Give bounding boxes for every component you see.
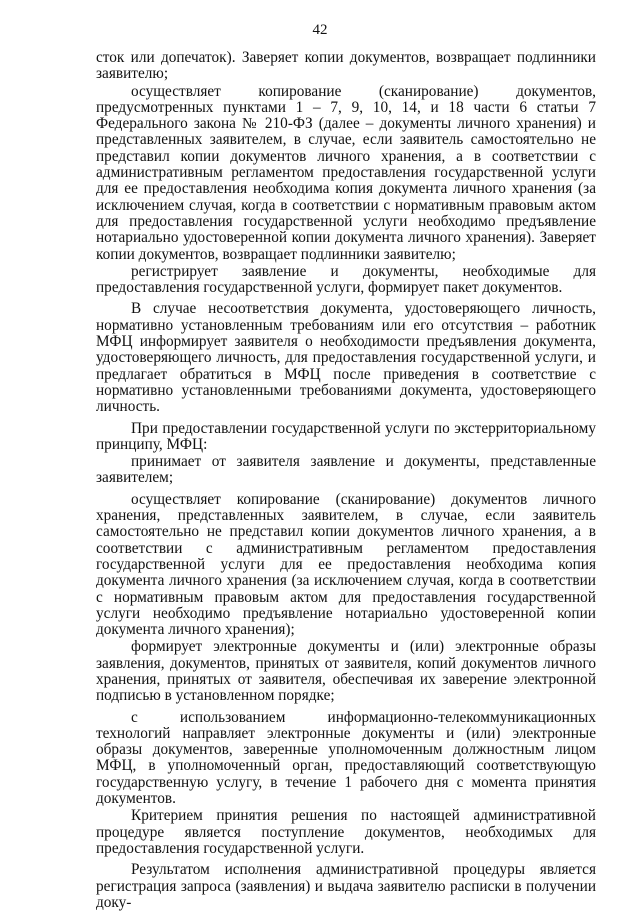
paragraph: В случае несоответствия документа, удостоверяющего личность, нормативно установленным требованиям или его отсутствия – работник МФЦ информирует заявителя о необходимости предъявления документа, удостоверяющего личность, для предоставления государственной услуги, и предлагает обратиться в МФЦ после приведения в соответствие с нормативно установленными требованиями документа, удостоверяющего личность. — [96, 300, 596, 416]
paragraph: формирует электронные документы и (или) электронные образы заявления, документов, принятых от заявителя, копий документов личного хранения, принятых от заявителя, обеспечивая их заверение электронной подписью в установленном порядке; — [96, 638, 596, 705]
page-number: 42 — [312, 22, 328, 38]
paragraph: Результатом исполнения административной процедуры является регистрация запроса (заявления) и выдача заявителю расписки в получении доку- — [96, 861, 596, 911]
paragraph: сток или допечаток). Заверяет копии документов, возвращает подлинники заявителю; — [96, 49, 596, 83]
paragraph: регистрирует заявление и документы, необходимые для предоставления государственной услуги, формирует пакет документов. — [96, 262, 596, 297]
paragraph: осуществляет копирование (сканирование) документов личного хранения, представленных заявителем, в случае, если заявитель самостоятельно не представил копии документов личного хранения, а в соответствии с административным регламентом предоставления государственной услуги для ее предоставления необходима копия документа личного хранения (за исключением случая, когда в соответствии с нормативным правовым актом для предоставления государственной услуги необходимо предъявление нотариально удостоверенной копии документа личного хранения); — [96, 490, 596, 639]
paragraph: осуществляет копирование (сканирование) документов, предусмотренных пунктами 1 – 7, 9, 10, 14, и 18 части 6 статьи 7 Федерального закона № 210-ФЗ (далее – документы личного хранения) и представленных заявителем, в случае, если заявитель самостоятельно не представил копии документов личного хранения, а в соответствии с административным регламентом предоставления государственной услуги для ее предоставления необходима копия документа личного хранения (за исключением случая, когда в соответствии с нормативным правовым актом для предоставления государственной услуги необходимо предъявление нотариально удостоверенной копии документа личного хранения). Заверяет копии документов, возвращает подлинники заявителю; — [96, 82, 596, 263]
paragraph: Критерием принятия решения по настоящей административной процедуре является поступление документов, необходимых для предоставления государственной услуги. — [96, 807, 596, 857]
paragraph: принимает от заявителя заявление и документы, представленные заявителем; — [96, 453, 596, 487]
document-body — [96, 50, 596, 912]
paragraph: с использованием информационно-телекоммуникационных технологий направляет электронные документы и (или) электронные образы документов, заверенные уполномоченным должностным лицом МФЦ, в уполномоченный орган, предоставляющий соответствующую государственную услугу, в течение 1 рабочего дня с момента принятия документов. — [96, 708, 596, 808]
paragraph: При предоставлении государственной услуги по экстерриториальному принципу, МФЦ: — [96, 419, 596, 453]
